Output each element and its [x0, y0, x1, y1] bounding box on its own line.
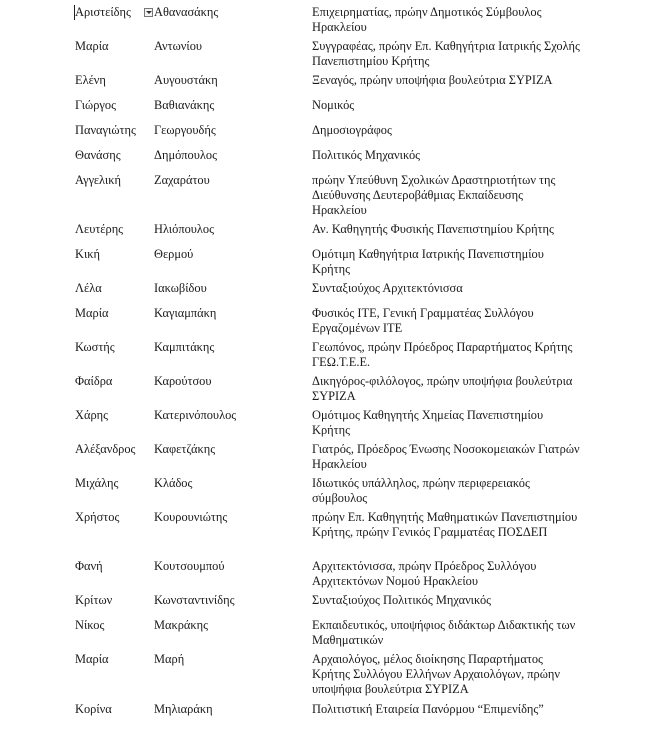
last-name-cell[interactable]: Ζαχαράτου — [154, 173, 210, 187]
description-cell[interactable]: Αν. Καθηγητής Φυσικής Πανεπιστημίου Κρήτης — [312, 222, 554, 236]
first-name-cell[interactable]: Κρίτων — [75, 593, 113, 607]
first-name-cell[interactable]: Χάρης — [75, 408, 109, 422]
description-cell[interactable]: Ομότιμος Καθηγητής Χημείας Πανεπιστημίου Κρήτης — [312, 408, 544, 437]
first-name-cell[interactable]: Κωστής — [75, 340, 115, 354]
last-name-cell[interactable]: Γεωργουδής — [154, 123, 216, 137]
first-name-cell[interactable]: Θανάσης — [75, 148, 121, 162]
last-name-cell[interactable]: Αυγουστάκη — [154, 73, 218, 87]
first-name-cell[interactable]: Κορίνα — [75, 702, 112, 716]
first-name-cell[interactable]: Αγγελική — [75, 173, 121, 187]
first-name-cell[interactable]: Μαρία — [75, 306, 109, 320]
last-name-cell[interactable]: Μηλιαράκη — [154, 702, 213, 716]
autofilter-dropdown-icon[interactable] — [144, 8, 153, 17]
description-cell[interactable]: Πολιτιστική Εταιρεία Πανόρμου “Επιμενίδης” — [312, 702, 544, 716]
table-row — [75, 173, 635, 222]
last-name-cell[interactable]: Καγιαμπάκη — [154, 306, 217, 320]
table-row — [75, 306, 635, 340]
table-row — [75, 340, 635, 374]
table-row — [75, 39, 635, 73]
description-cell[interactable]: Ιδιωτικός υπάλληλος, πρώην περιφερειακός σύμβουλος — [312, 476, 530, 505]
description-cell[interactable]: Φυσικός ΙΤΕ, Γενική Γραμματέας Συλλόγου Εργαζομένων ΙΤΕ — [312, 306, 534, 335]
description-cell[interactable]: Επιχειρηματίας, πρώην Δημοτικός Σύμβουλος Ηρακλείου — [312, 5, 542, 34]
first-name-cell[interactable]: Παναγιώτης — [75, 123, 136, 137]
table-row — [75, 73, 635, 98]
description-cell[interactable]: Πολιτικός Μηχανικός — [312, 148, 421, 162]
table-row — [75, 374, 635, 408]
first-name-cell[interactable]: Μαρία — [75, 652, 109, 666]
last-name-cell[interactable] — [154, 5, 312, 20]
last-name-cell[interactable]: Κωνσταντινίδης — [154, 593, 235, 607]
description-cell[interactable]: Αρχιτεκτόνισσα, πρώην Πρόεδρος Συλλόγου Αρχιτεκτόνων Νομού Ηρακλείου — [312, 559, 537, 588]
description-cell[interactable]: Συνταξιούχος Αρχιτεκτόνισσα — [312, 281, 463, 295]
last-name-cell[interactable]: Αντωνίου — [154, 39, 203, 53]
description-cell[interactable]: πρώην Υπεύθυνη Σχολικών Δραστηριοτήτων της Διεύθυνσης Δευτεροβάθμιας Εκπαίδευσης Ηρακλείου — [312, 173, 556, 217]
last-name-text: Αθανασάκης — [154, 5, 219, 19]
last-name-cell[interactable]: Δημόπουλος — [154, 148, 217, 162]
last-name-cell[interactable]: Ιακωβίδου — [154, 281, 207, 295]
table-row — [75, 222, 635, 247]
first-name-cell[interactable]: Φαίδρα — [75, 374, 113, 388]
last-name-cell[interactable]: Καμπιτάκης — [154, 340, 215, 354]
table-row — [75, 618, 635, 652]
description-cell[interactable]: πρώην Επ. Καθηγητής Μαθηματικών Πανεπιστημίου Κρήτης, πρώην Γενικός Γραμματέας ΠΟΣΔΕΠ — [312, 510, 578, 539]
last-name-cell[interactable]: Μακράκης — [154, 618, 209, 632]
last-name-cell[interactable]: Κλάδος — [154, 476, 193, 490]
last-name-cell[interactable]: Κουτσουμπού — [154, 559, 225, 573]
table-row — [75, 652, 635, 702]
table-row — [75, 559, 635, 593]
description-cell[interactable]: Συγγραφέας, πρώην Επ. Καθηγήτρια Ιατρικής Σχολής Πανεπιστημίου Κρήτης — [312, 39, 580, 68]
description-cell[interactable]: Νομικός — [312, 98, 355, 112]
first-name-cell[interactable]: Μαρία — [75, 39, 109, 53]
first-name-cell[interactable]: Αριστείδης — [74, 5, 154, 20]
table-row — [75, 510, 635, 559]
description-cell[interactable]: Δημοσιογράφος — [312, 123, 392, 137]
first-name-cell[interactable]: Μιχάλης — [75, 476, 119, 490]
first-name-cell[interactable]: Λέλα — [75, 281, 102, 295]
table-row — [75, 281, 635, 306]
table-row — [75, 476, 635, 510]
last-name-cell[interactable]: Μαρή — [154, 652, 185, 666]
first-name-cell[interactable]: Αλέξανδρος — [75, 442, 136, 456]
first-name-cell[interactable]: Γιώργος — [75, 98, 116, 112]
table-row — [75, 5, 635, 39]
last-name-cell[interactable]: Καφετζάκης — [154, 442, 216, 456]
first-name-cell[interactable]: Νίκος — [75, 618, 105, 632]
description-cell[interactable]: Αρχαιολόγος, μέλος διοίκησης Παραρτήματος Κρήτης Συλλόγου Ελλήνων Αρχαιολόγων, πρώην υποψήφια βουλεύτρια ΣΥΡΙΖΑ — [312, 652, 560, 696]
description-cell[interactable]: Ομότιμη Καθηγήτρια Ιατρικής Πανεπιστημίου Κρήτης — [312, 247, 544, 276]
description-cell[interactable]: Συνταξιούχος Πολιτικός Μηχανικός — [312, 593, 492, 607]
first-name-cell[interactable]: Λευτέρης — [75, 222, 124, 236]
names-table — [75, 5, 635, 724]
table-row — [75, 702, 635, 724]
first-name-cell[interactable]: Φανή — [75, 559, 103, 573]
table-row — [75, 247, 635, 281]
table-row — [75, 442, 635, 476]
table-row — [75, 98, 635, 123]
table-row — [75, 408, 635, 442]
table-row — [75, 148, 635, 173]
description-cell[interactable]: Δικηγόρος-φιλόλογος, πρώην υποψήφια βουλεύτρια ΣΥΡΙΖΑ — [312, 374, 573, 403]
table-row — [75, 123, 635, 148]
first-name-cell[interactable]: Χρήστος — [75, 510, 120, 524]
description-cell[interactable]: Εκπαιδευτικός, υποψήφιος διδάκτωρ Διδακτικής των Μαθηματικών — [312, 618, 576, 647]
last-name-cell[interactable]: Ηλιόπουλος — [154, 222, 215, 236]
last-name-cell[interactable]: Βαθιανάκης — [154, 98, 215, 112]
table-row — [75, 593, 635, 618]
description-cell[interactable]: Γιατρός, Πρόεδρος Ένωσης Νοσοκομειακών Γιατρών Ηρακλείου — [312, 442, 580, 471]
description-cell[interactable]: Ξεναγός, πρώην υποψήφια βουλεύτρια ΣΥΡΙΖΑ — [312, 73, 553, 87]
first-name-cell[interactable]: Κική — [75, 247, 101, 261]
last-name-cell[interactable]: Θερμού — [154, 247, 194, 261]
first-name-cell[interactable]: Ελένη — [75, 73, 106, 87]
last-name-cell[interactable]: Κουρουνιώτης — [154, 510, 228, 524]
last-name-cell[interactable]: Κατερινόπουλος — [154, 408, 237, 422]
description-cell[interactable]: Γεωπόνος, πρώην Πρόεδρος Παραρτήματος Κρήτης ΓΕΩ.Τ.Ε.Ε. — [312, 340, 573, 369]
last-name-cell[interactable]: Καρούτσου — [154, 374, 212, 388]
